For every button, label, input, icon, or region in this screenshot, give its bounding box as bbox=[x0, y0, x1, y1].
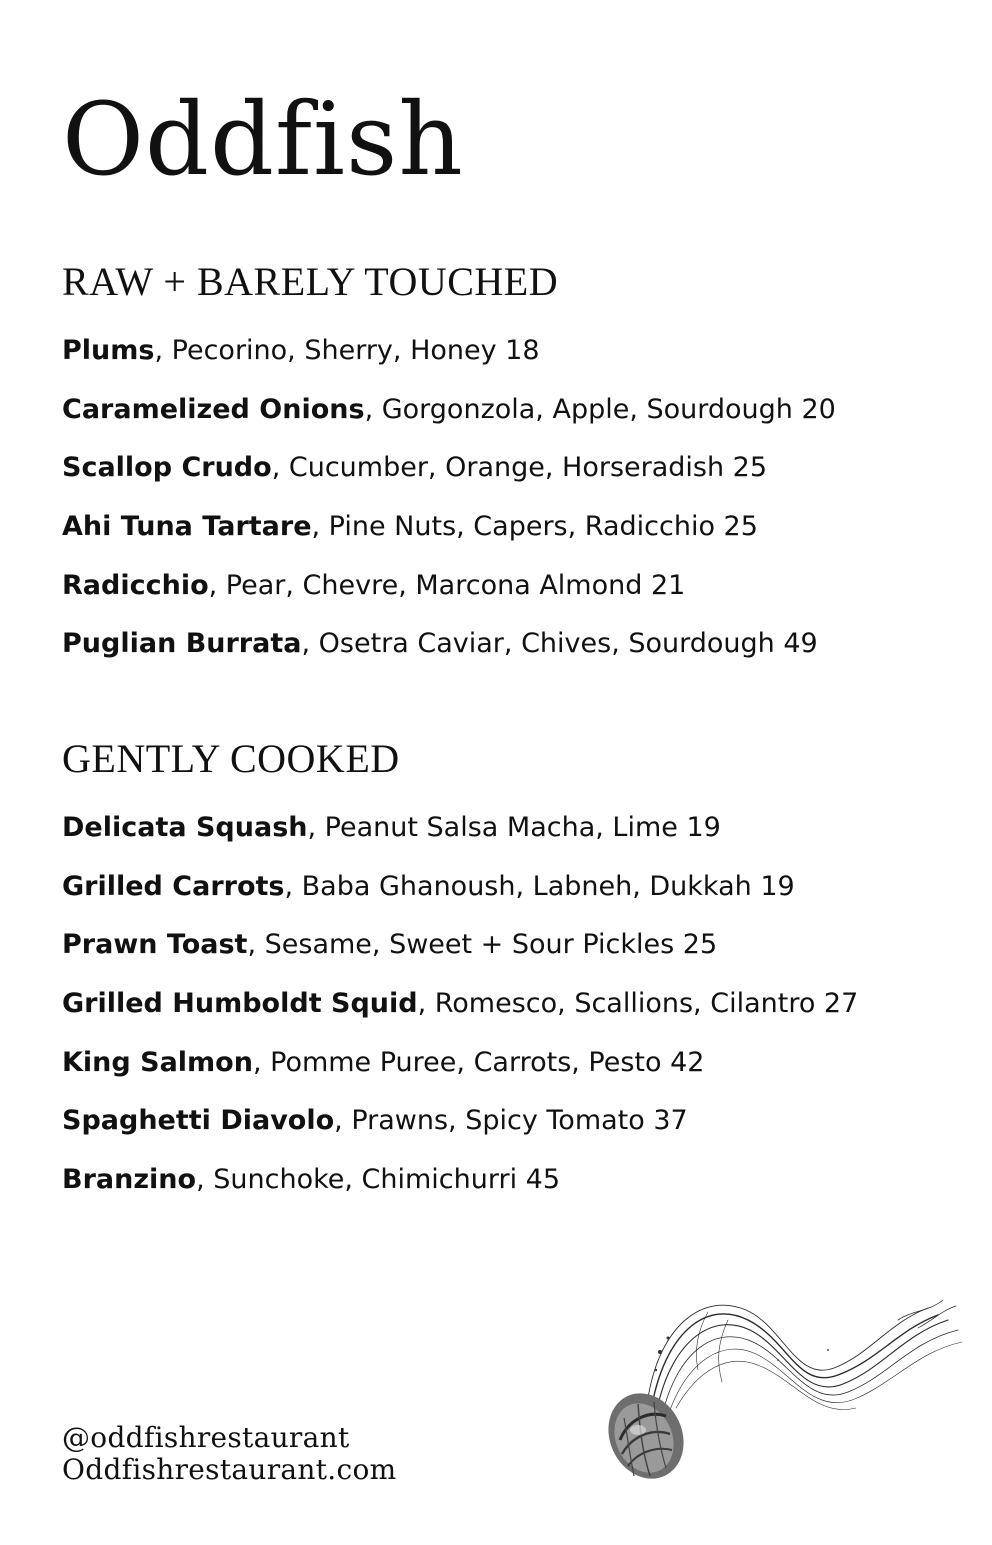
dish-details: , Sunchoke, Chimichurri 45 bbox=[196, 1164, 561, 1196]
dish-details: , Peanut Salsa Macha, Lime 19 bbox=[307, 812, 721, 843]
dish-details: , Prawns, Spicy Tomato 37 bbox=[334, 1105, 688, 1137]
social-handle: @oddfishrestaurant bbox=[62, 1421, 350, 1454]
restaurant-name: Oddfish bbox=[62, 81, 464, 198]
dish-details: , Romesco, Scallions, Cilantro 27 bbox=[417, 988, 859, 1020]
dish-details: , Sesame, Sweet + Sour Pickles 25 bbox=[247, 929, 718, 961]
dish-name: Radicchio bbox=[62, 569, 209, 601]
dish-details: , Cucumber, Orange, Horseradish 25 bbox=[271, 452, 768, 484]
menu-item bbox=[62, 1046, 858, 1105]
dish-details: , Pear, Chevre, Marcona Almond 21 bbox=[208, 569, 686, 601]
menu-item bbox=[62, 393, 836, 452]
dish-name: Grilled Carrots bbox=[62, 870, 285, 902]
section-title-raw: RAW + BARELY TOUCHED bbox=[62, 259, 559, 304]
menu-list-raw bbox=[62, 334, 836, 686]
dish-details: , Pecorino, Sherry, Honey 18 bbox=[154, 335, 540, 366]
dish-name: Ahi Tuna Tartare bbox=[62, 511, 312, 543]
menu-item bbox=[62, 1163, 858, 1222]
menu-item bbox=[62, 569, 836, 628]
dish-name: Prawn Toast bbox=[62, 929, 248, 961]
section-title-cooked: GENTLY COOKED bbox=[62, 736, 400, 781]
menu-item bbox=[62, 1104, 858, 1163]
dish-name: Spaghetti Diavolo bbox=[62, 1105, 335, 1137]
menu-item bbox=[62, 451, 836, 510]
jellyfish-illustration bbox=[598, 1290, 968, 1490]
dish-details: , Baba Ghanoush, Labneh, Dukkah 19 bbox=[284, 870, 795, 902]
dish-name: Grilled Humboldt Squid bbox=[62, 988, 418, 1020]
dish-details: , Pine Nuts, Capers, Radicchio 25 bbox=[311, 511, 758, 543]
menu-list-cooked bbox=[62, 811, 858, 1222]
dish-details: , Osetra Caviar, Chives, Sourdough 49 bbox=[301, 628, 818, 660]
dish-name: King Salmon bbox=[62, 1046, 253, 1078]
dish-name: Delicata Squash bbox=[62, 812, 308, 843]
menu-item bbox=[62, 510, 836, 569]
dish-name: Scallop Crudo bbox=[62, 452, 272, 484]
menu-item bbox=[62, 627, 836, 686]
menu-item bbox=[62, 811, 858, 870]
dish-name: Puglian Burrata bbox=[62, 628, 302, 660]
menu-item bbox=[62, 870, 858, 929]
menu-item bbox=[62, 987, 858, 1046]
dish-name: Caramelized Onions bbox=[62, 393, 365, 425]
dish-name: Plums bbox=[62, 335, 155, 366]
dish-name: Branzino bbox=[62, 1164, 197, 1196]
menu-item bbox=[62, 928, 858, 987]
website-link: Oddfishrestaurant.com bbox=[62, 1453, 397, 1486]
dish-details: , Pomme Puree, Carrots, Pesto 42 bbox=[252, 1046, 705, 1078]
dish-details: , Gorgonzola, Apple, Sourdough 20 bbox=[364, 393, 836, 425]
menu-item bbox=[62, 334, 836, 393]
